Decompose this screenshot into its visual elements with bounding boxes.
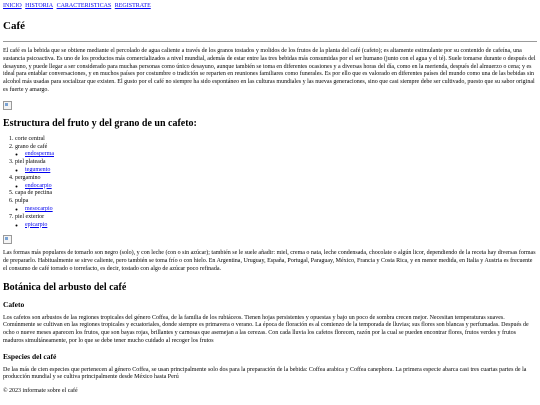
- list-item-label: piel exterior: [15, 213, 45, 220]
- structure-heading: Estructura del fruto y del grano de un cafeto:: [3, 117, 197, 129]
- page-title: Café: [3, 19, 25, 32]
- nav-link-inicio[interactable]: INICIO: [3, 3, 22, 9]
- sublist-item: [25, 167, 537, 175]
- especies-heading: Especies del café: [3, 351, 57, 361]
- link-tegumento[interactable]: tegumento: [25, 167, 51, 174]
- link-mesocarpio[interactable]: mesocarpio: [25, 206, 53, 213]
- link-epicarpio[interactable]: epicarpio: [25, 221, 48, 228]
- nav-link-historia[interactable]: HISTORIA: [25, 3, 54, 9]
- broken-image-icon: [3, 235, 12, 244]
- intro-paragraph: El café es la bebida que se obtiene mediante el percolado de agua caliente a través de los granos tostados y molidos de los frutos de la planta del café (cafeto); es altamente estimulante por su contenido de cafeína, una sustancia psicoactiva. Es uno de los productos más comercializados a nivel mundial, además de estar entre las tres bebidas más consumidas por el ser humano (junto con el agua y el té). Suele tomarse durante o después del desayuno, y puede llegar a ser considerado para muchas personas como único desayuno, aunque también se toma en diferentes ocasiones y a diversas horas del día, como en la merienda, después del almuerzo o cena; y es ideal para entablar conversaciones, y en muchos países por costumbre o tradición se reparten en reuniones familiares como funerales. Es por ello que es valorado en diferentes países del mundo como una de las bebidas sin alcohol más usadas para socializar que existen. El gusto por el café no siempre ha sido espontáneo en las culturas mundiales y las nuevas generaciones, sino que casi siempre debe ser cultivado, puesto que su sabor original es fuerte y amargo.: [3, 48, 536, 94]
- sublist-item: [25, 222, 537, 230]
- list-item-label: grano de café: [15, 143, 48, 150]
- sublist: [15, 206, 537, 214]
- nav-link-caracteristicas[interactable]: CARACTERISTICAS: [56, 3, 112, 9]
- nav-link-registrate[interactable]: REGISTRATE: [114, 3, 151, 9]
- list-item: [15, 159, 537, 175]
- title-divider: [3, 41, 537, 42]
- sublist-item: [25, 183, 537, 191]
- cafeto-heading: Cafeto: [3, 299, 25, 309]
- sublist-item: [25, 206, 537, 214]
- list-item-label: pergamino: [15, 174, 41, 181]
- list-item-label: capa de pectina: [15, 190, 52, 197]
- botanica-heading: Botánica del arbusto del café: [3, 281, 127, 293]
- footer: © 2023 informate sobre el café: [3, 388, 78, 395]
- top-nav: [3, 3, 537, 11]
- forms-paragraph: Las formas más populares de tomarlo son negro (solo), y con leche (con o sin azúcar); también se le suele añadir: miel, crema o nata, leche condensada, chocolate o algún licor, dependiendo de la receta hay diversas formas de prepararlo. Habitualmente se sirve caliente, pero también se toma frío o con hielo. En Argentina, Uruguay, España, Portugal, Paraguay, México, Francia y Costa Rica, y en menor medida, en Italia y Austria es frecuente el consumo de café torrado o torrefacto, es decir, tostado con algo de azúcar poco refinada.: [3, 250, 536, 273]
- list-item: [15, 198, 537, 214]
- list-item: [15, 144, 537, 160]
- list-item: [15, 136, 537, 144]
- list-item: [15, 175, 537, 191]
- cafeto-paragraph: Los cafetos son arbustos de las regiones tropicales del género Coffea, de la familia de los rubiáceos. Tienen hojas persistentes y opuestas y bajo un poco de sombra crecen mejor. Necesitan temperaturas suaves. Comúnmente se cultivan en las regiones tropicales y ecuatoriales, donde siempre es primavera o verano. La época de floración es al comienzo de la temporada de lluvias; sus flores son blancas y perfumadas. Después de ocho o nueve meses aparecen los frutos, que son bayas rojas, brillantes y carnosas que asemejan a las cerezas. Con cada lluvia los cafetos florecen, razón por la cual se pueden encontrar flores, frutos verdes y frutos maduros simultáneamente, por lo que se debe tener mucho cuidado al recoger los frutos: [3, 314, 529, 344]
- sublist-item: [25, 151, 537, 159]
- sublist: [15, 167, 537, 175]
- sublist: [15, 222, 537, 230]
- list-item-label: corte central: [15, 135, 45, 142]
- broken-image-icon: [3, 101, 12, 110]
- list-item-label: piel plateada: [15, 159, 46, 166]
- structure-list: [3, 136, 537, 230]
- list-item: [15, 190, 537, 198]
- sublist: [15, 183, 537, 191]
- especies-paragraph: De las más de cien especies que pertenecen al género Coffea, se usan principalmente solo dos para la preparación de la bebida: Coffea arabica y Coffea canephora. La primera especie abarca casi tres cuartas partes de la producción mundial y se cultiva principalmente desde México hasta Perú: [3, 366, 527, 381]
- list-item: [15, 214, 537, 230]
- sublist: [15, 151, 537, 159]
- list-item-label: pulpa: [15, 198, 29, 205]
- link-endosperma[interactable]: endosperma: [25, 151, 54, 158]
- link-endocarpio[interactable]: endocarpio: [25, 182, 52, 189]
